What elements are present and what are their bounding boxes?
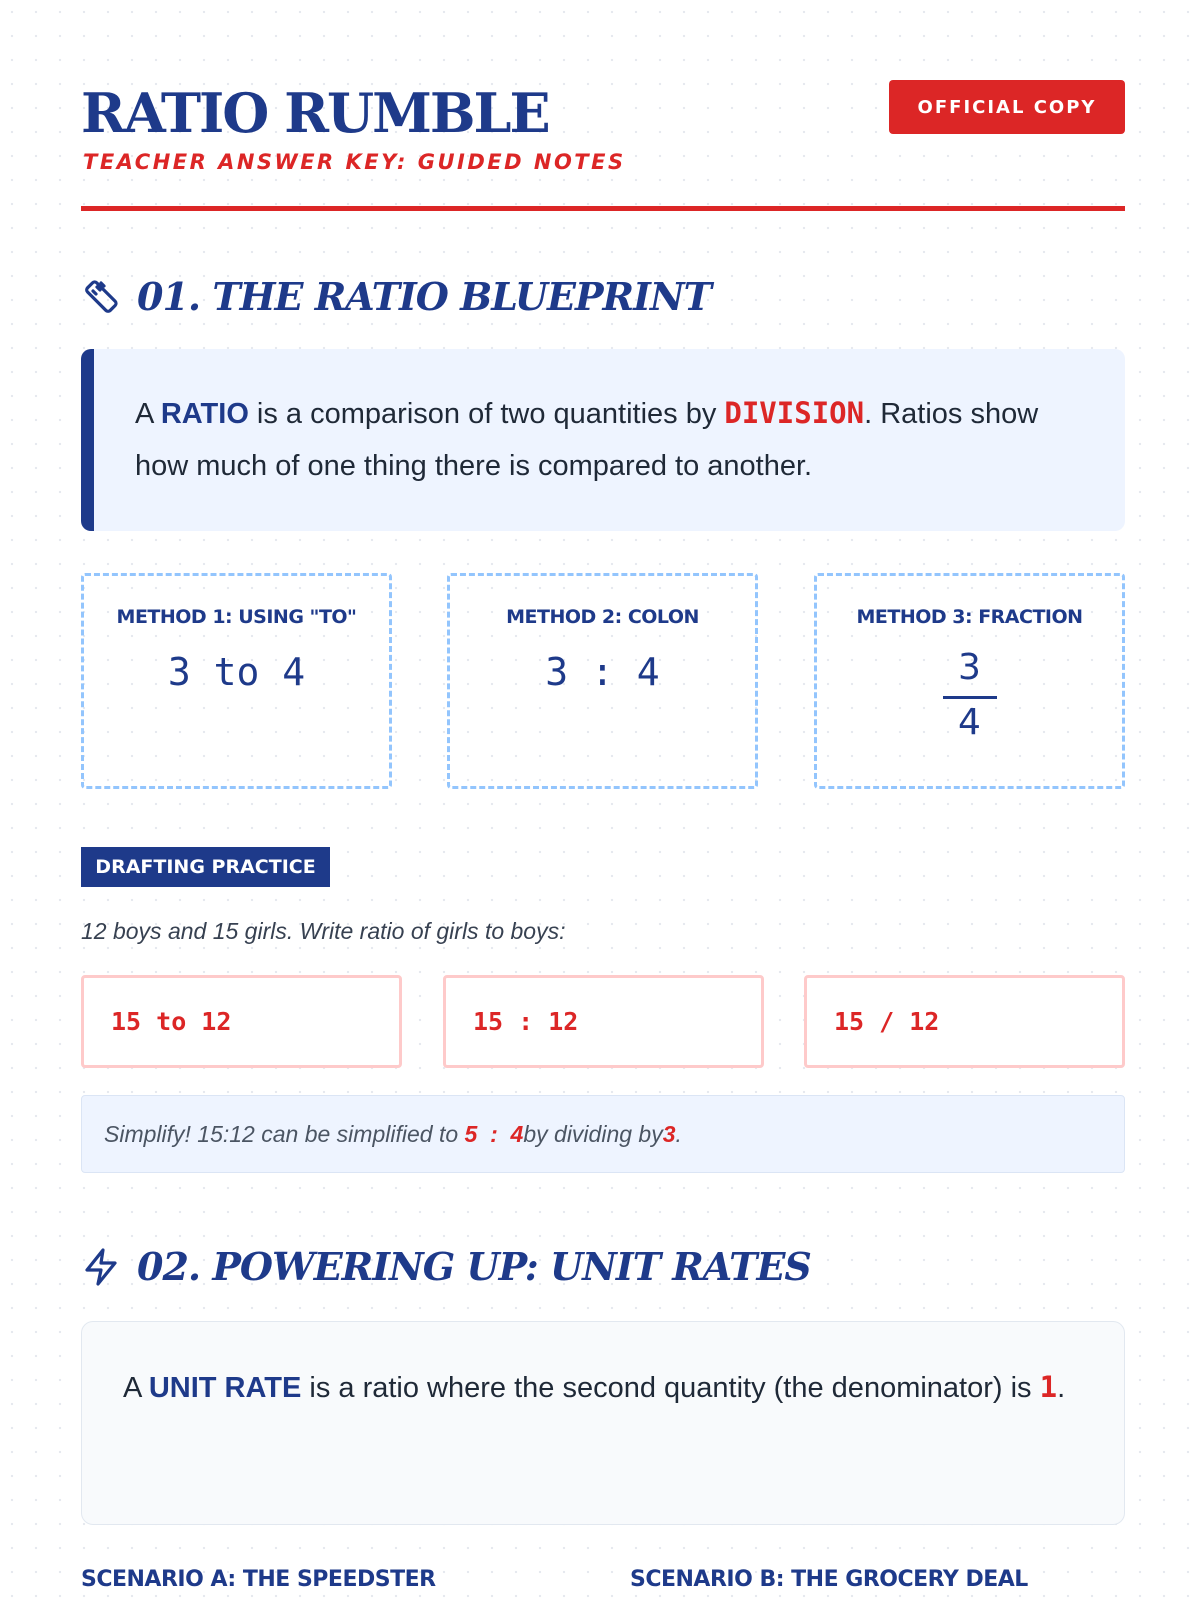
ratio-keyword: RATIO <box>160 398 249 430</box>
page-header <box>81 80 1125 220</box>
section-1-heading <box>81 274 711 319</box>
unit-value: 1 <box>1039 1370 1058 1404</box>
lightning-icon <box>81 1247 121 1287</box>
page-title: RATIO RUMBLE <box>81 81 549 145</box>
answer-field-colon[interactable]: 15 : 12 <box>443 975 764 1068</box>
official-copy-badge: OFFICIAL COPY <box>889 80 1125 134</box>
header-divider <box>81 206 1125 211</box>
drafting-practice-tag: DRAFTING PRACTICE <box>81 847 330 887</box>
scenario-b-heading: SCENARIO B: THE GROCERY DEAL <box>630 1567 1028 1592</box>
ruler-icon <box>81 277 121 317</box>
method-card-fraction <box>814 573 1125 789</box>
fraction <box>943 647 997 743</box>
section-1-title: 01. THE RATIO BLUEPRINT <box>137 274 711 319</box>
unit-rate-keyword: UNIT RATE <box>148 1372 302 1404</box>
unit-rate-definition-box: A UNIT RATE is a ratio where the second quantity (the denominator) is 1. <box>81 1321 1125 1525</box>
method-label: METHOD 1: USING "TO" <box>116 606 357 628</box>
scenario-a-heading: SCENARIO A: THE SPEEDSTER <box>81 1567 436 1592</box>
answer-field-fraction[interactable]: 15 / 12 <box>804 975 1125 1068</box>
fraction-numerator: 3 <box>958 647 981 688</box>
method-value: 3 : 4 <box>545 650 660 694</box>
practice-prompt: 12 boys and 15 girls. Write ratio of girls to boys: <box>81 918 566 944</box>
answer-field-to[interactable]: 15 to 12 <box>81 975 402 1068</box>
simplified-numerator: 5 <box>464 1120 478 1147</box>
division-keyword: DIVISION <box>724 396 865 430</box>
simplify-note: Simplify! 15:12 can be simplified to 5 : 4 by dividing by 3 . <box>81 1095 1125 1173</box>
method-card-to <box>81 573 392 789</box>
method-label: METHOD 2: COLON <box>506 606 699 628</box>
fraction-denominator: 4 <box>958 702 981 743</box>
simplified-denominator: 4 <box>510 1120 524 1147</box>
fraction-bar <box>943 696 997 699</box>
method-card-colon <box>447 573 758 789</box>
section-2-heading <box>81 1244 811 1289</box>
method-value: 3 to 4 <box>167 650 306 694</box>
ratio-definition-box: A RATIO is a comparison of two quantities by DIVISION. Ratios show how much of one thing there is compared to another. <box>81 349 1125 531</box>
page-subtitle: TEACHER ANSWER KEY: GUIDED NOTES <box>83 150 626 174</box>
method-label: METHOD 3: FRACTION <box>856 606 1083 628</box>
divisor: 3 <box>662 1120 676 1147</box>
section-2-title: 02. POWERING UP: UNIT RATES <box>137 1244 811 1289</box>
